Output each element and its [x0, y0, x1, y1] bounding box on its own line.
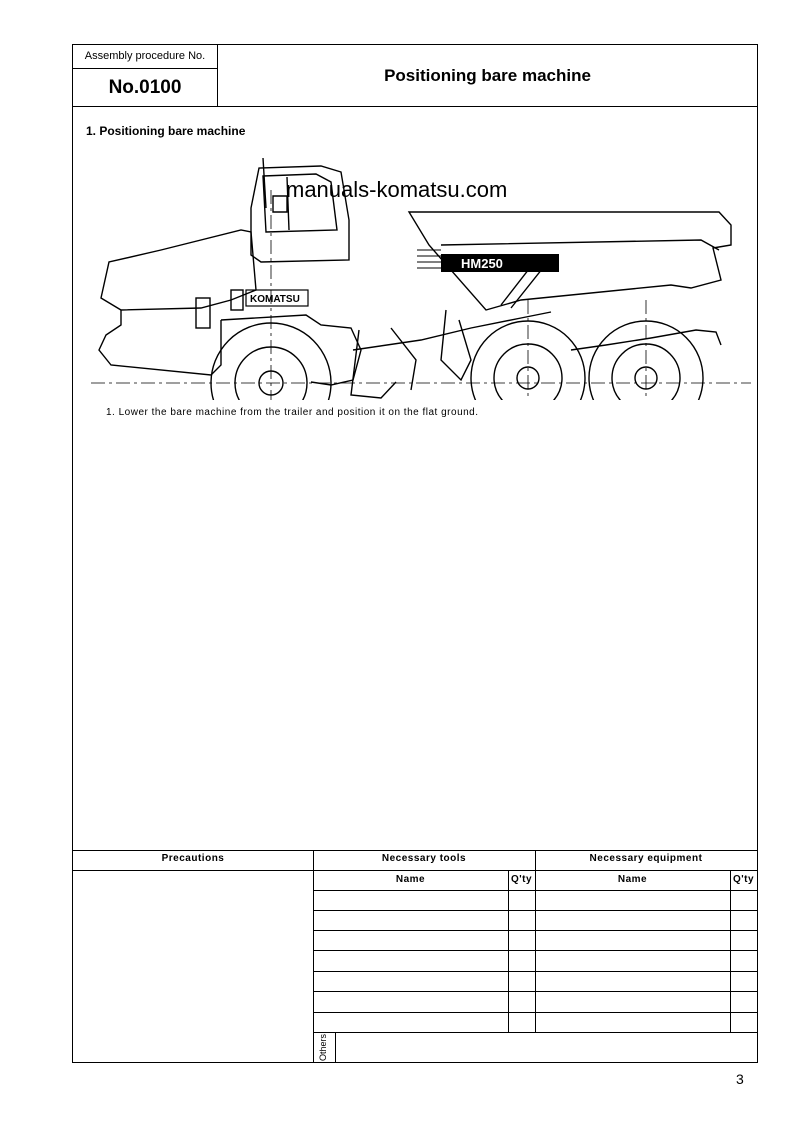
table-row-line [313, 1032, 757, 1033]
tools-name-header: Name [395, 874, 426, 885]
table-row-line [313, 991, 757, 992]
table-row-line [313, 1012, 757, 1013]
brand-plate: KOMATSU [250, 294, 300, 305]
table-row-line [313, 930, 757, 931]
table-top-border [73, 850, 757, 851]
equipment-qty-header: Q'ty [732, 874, 755, 885]
procedure-label: Assembly procedure No. [73, 45, 217, 69]
engine-hood [101, 230, 256, 310]
equipment-name-header: Name [617, 874, 648, 885]
procedure-number-box [73, 45, 218, 106]
equipment-qty-divider [730, 870, 731, 1032]
section-heading: 1. Positioning bare machine [86, 124, 246, 138]
others-cell [314, 1032, 336, 1063]
table-header-divider [73, 870, 757, 871]
tools-qty-header: Q'ty [510, 874, 533, 885]
precautions-header: Precautions [161, 853, 225, 864]
page-title: Positioning bare machine [384, 66, 591, 85]
table-row-line [313, 971, 757, 972]
document-frame [72, 44, 758, 1063]
requirements-table [73, 850, 757, 1063]
header-divider [73, 106, 757, 107]
tools-qty-divider [508, 870, 509, 1032]
watermark: manuals-komatsu.com [286, 177, 508, 202]
table-row-line [313, 950, 757, 951]
model-badge: HM250 [461, 256, 503, 271]
equipment-header: Necessary equipment [589, 853, 703, 864]
step-1: 1. Lower the bare machine from the trailer and position it on the flat ground. [106, 407, 479, 418]
table-row-line [313, 890, 757, 891]
table-row-line [313, 910, 757, 911]
page-number: 3 [736, 1071, 744, 1087]
procedure-number: No.0100 [108, 77, 182, 98]
others-label: Others [318, 1033, 328, 1061]
tools-header: Necessary tools [381, 853, 467, 864]
